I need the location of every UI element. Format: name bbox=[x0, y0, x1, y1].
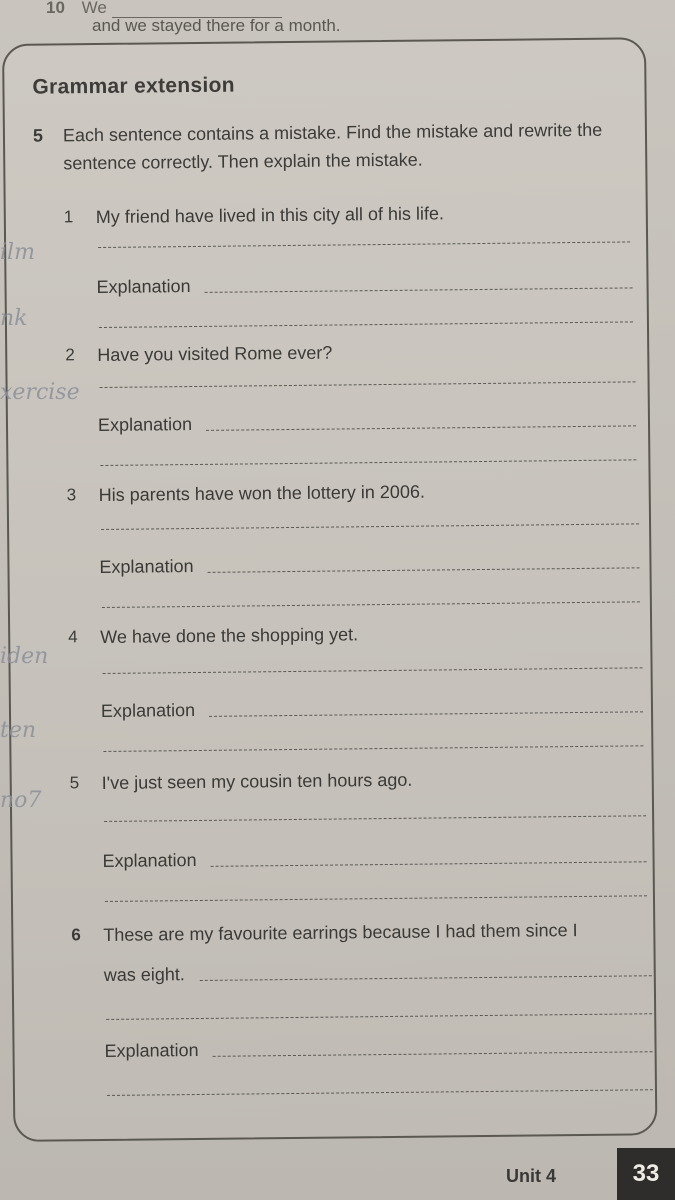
item-sentence: Have you visited Rome ever? bbox=[97, 342, 333, 366]
grammar-extension-box bbox=[2, 37, 657, 1142]
item-number: 3 bbox=[66, 485, 77, 505]
explanation-line[interactable] bbox=[208, 567, 640, 573]
answer-line[interactable] bbox=[98, 241, 630, 248]
unit-label: Unit 4 bbox=[506, 1166, 557, 1186]
answer-line[interactable] bbox=[200, 975, 652, 981]
item-number: 1 bbox=[63, 207, 74, 227]
explanation-line[interactable] bbox=[205, 287, 633, 292]
explanation-line-2[interactable] bbox=[102, 601, 640, 608]
explanation-line[interactable] bbox=[206, 425, 636, 431]
item-sentence: These are my favourite earrings because I had them since I bbox=[103, 920, 578, 945]
exercise-instruction bbox=[33, 116, 604, 178]
item-sentence: His parents have won the lottery in 2006. bbox=[98, 481, 426, 506]
instruction-text: Each sentence contains a mistake. Find the mistake and rewrite the sentence correctly. Then explain the mistake. bbox=[62, 119, 603, 174]
explanation-line-2[interactable] bbox=[100, 459, 636, 466]
answer-line[interactable] bbox=[101, 523, 639, 530]
exercise-item-6 bbox=[13, 919, 653, 1061]
previous-item-continuation: and we stayed there for a month. bbox=[92, 16, 341, 35]
margin-handwriting: no7 bbox=[0, 788, 42, 813]
item-sentence: We have done the shopping yet. bbox=[100, 624, 359, 648]
explanation-line[interactable] bbox=[209, 711, 643, 717]
section-title: Grammar extension bbox=[32, 73, 235, 99]
explanation-line-2[interactable] bbox=[105, 895, 647, 902]
page-number: 33 bbox=[617, 1148, 675, 1200]
explanation-line-2[interactable] bbox=[99, 321, 633, 328]
item-number: 2 bbox=[65, 345, 75, 365]
margin-handwriting: xercise bbox=[0, 380, 80, 405]
explanation-line-2[interactable] bbox=[103, 745, 643, 752]
explanation-label: Explanation bbox=[102, 850, 197, 871]
margin-handwriting: ilm bbox=[0, 240, 35, 265]
item-sentence: I've just seen my cousin ten hours ago. bbox=[101, 769, 413, 793]
previous-item-number: 10 bbox=[46, 0, 65, 17]
explanation-label: Explanation bbox=[99, 556, 194, 578]
exercise-number: 5 bbox=[32, 125, 44, 146]
explanation-line-2[interactable] bbox=[107, 1089, 653, 1096]
answer-line-2[interactable] bbox=[106, 1013, 652, 1020]
previous-item-start: We bbox=[81, 0, 107, 17]
item-number: 6 bbox=[71, 925, 81, 945]
explanation-label: Explanation bbox=[100, 700, 196, 721]
margin-handwriting: nk bbox=[0, 306, 28, 331]
explanation-line[interactable] bbox=[211, 861, 647, 867]
item-sentence-continuation: was eight. bbox=[103, 964, 185, 985]
explanation-label: Explanation bbox=[96, 276, 191, 298]
item-number: 5 bbox=[69, 773, 80, 793]
margin-handwriting: ten bbox=[0, 718, 37, 743]
item-sentence: My friend have lived in this city all of his life. bbox=[95, 203, 445, 228]
margin-handwriting: iden bbox=[0, 644, 49, 669]
answer-line[interactable] bbox=[100, 381, 636, 388]
exercise-item-3 bbox=[9, 479, 649, 578]
item-number: 4 bbox=[68, 627, 78, 647]
answer-line[interactable] bbox=[104, 815, 646, 822]
explanation-label: Explanation bbox=[97, 414, 193, 436]
explanation-label: Explanation bbox=[104, 1039, 199, 1061]
explanation-line[interactable] bbox=[213, 1051, 653, 1057]
answer-line[interactable] bbox=[103, 667, 643, 674]
